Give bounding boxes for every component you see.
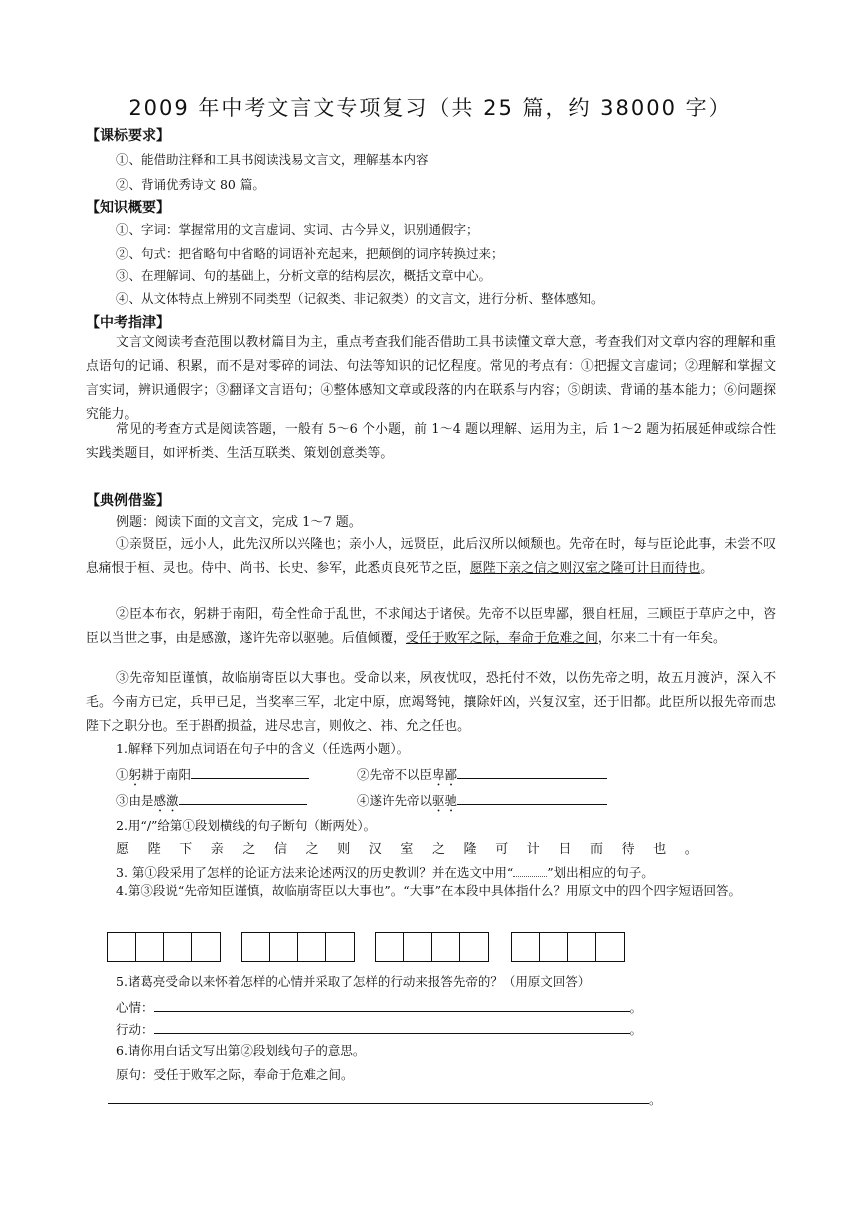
- overview-item-4: ④、从文体特点上辨别不同类型（记叙类、非记叙类）的文言文，进行分析、整体感知。: [116, 291, 604, 306]
- q1-item-3-prefix: ③由是: [116, 793, 154, 808]
- question-3-text: 3. 第①段采用了怎样的论证方法来论述两汉的历史教训？并在选文中用“: [116, 865, 514, 880]
- q1-item-1-prefix: ①: [116, 767, 129, 782]
- answer-box-group-2[interactable]: [241, 932, 355, 962]
- passage-paragraph-2-text: ②臣本布衣，躬耕于南阳，苟全性命于乱世，不求闻达于诸侯。先帝不以臣卑鄙，猥自枉屈，三顾臣于草庐之中，咨臣以当世之事，由是感激，遂许先帝以驱驰。后值倾覆，: [86, 607, 776, 646]
- q1-item-1-dotted: 躬: [128, 767, 142, 782]
- question-1-item-2: [357, 764, 607, 789]
- action-end: 。: [629, 1022, 643, 1037]
- answer-box[interactable]: [164, 933, 192, 961]
- translation-answer-line[interactable]: [108, 1089, 649, 1104]
- passage-paragraph-2-end: ，尔来二十有一年矣。: [597, 631, 726, 646]
- q1-item-1-suffix: 耕于南阳: [141, 767, 192, 782]
- passage-paragraph-1-text: ①亲贤臣，远小人，此先汉所以兴隆也；亲小人，远贤臣，此后汉所以倾颓也。先帝在时，每与臣论此事，未尝不叹息痛恨于桓、灵也。侍中、尚书、长史、参军，此悉贞良死节之臣，: [86, 537, 776, 576]
- answer-box[interactable]: [376, 933, 404, 961]
- action-answer-line[interactable]: [154, 1019, 630, 1034]
- answer-box[interactable]: [298, 933, 326, 961]
- question-4: 4.第③段说“先帝知臣谨慎，故临崩寄臣以大事也”。“大事”在本段中具体指什么？用原文中的四个四字短语回答。: [116, 883, 741, 898]
- question-1-item-3: [116, 790, 307, 815]
- question-3-text-end: ”划出相应的句子。: [547, 865, 654, 880]
- q1-item-2-dotted: 卑鄙: [432, 767, 458, 782]
- answer-box[interactable]: [432, 933, 460, 961]
- answer-blank[interactable]: [179, 790, 307, 805]
- question-5: 5.诸葛亮受命以来怀着怎样的心情并采取了怎样的行动来报答先帝的？（用原文回答）: [116, 974, 591, 989]
- wavy-line-sample: [513, 862, 547, 877]
- answer-box[interactable]: [136, 933, 164, 961]
- answer-blank[interactable]: [191, 764, 309, 779]
- question-1-item-4: [357, 790, 607, 815]
- passage-paragraph-3: ③先帝知臣谨慎，故临崩寄臣以大事也。受命以来，夙夜忧叹，恐托付不效，以伤先帝之明，故五月渡泸，深入不毛。今南方已定，兵甲已足，当奖率三军，北定中原，庶竭驽钝，攘除奸凶，兴复汉室，还于旧都。此臣所以报先帝而忠陛下之职分也。至于斟酌损益，进尽忠言，则攸之、祎、允之任也。: [86, 671, 776, 734]
- answer-box-group-1[interactable]: [107, 932, 221, 962]
- question-6: 6.请你用白话文写出第②段划线句子的意思。: [116, 1043, 366, 1058]
- question-5-action: [116, 1019, 642, 1039]
- mood-answer-line[interactable]: [154, 997, 630, 1012]
- q1-item-4-prefix: ④遂许先帝以: [357, 793, 433, 808]
- overview-item-1: ①、字词：掌握常用的文言虚词、实词、古今异义，识别通假字；: [116, 222, 479, 237]
- answer-box[interactable]: [326, 933, 354, 961]
- answer-box[interactable]: [192, 933, 220, 961]
- answer-box[interactable]: [512, 933, 540, 961]
- answer-box-group-3[interactable]: [375, 932, 489, 962]
- curriculum-item-1: ①、能借助注释和工具书阅读浅易文言文，理解基本内容: [116, 152, 429, 167]
- heading-example: 【典例借鉴】: [86, 493, 170, 509]
- heading-curriculum: 【课标要求】: [86, 128, 170, 144]
- guide-paragraph-1: 文言文阅读考查范围以教材篇目为主，重点考查我们能否借助工具书读懂文章大意，考查我们对文章内容的理解和重点语句的记诵、积累，而不是对零碎的词法、句法等知识的记忆程度。常见的考点有：①把握文言虚词；②理解和掌握文言实词，辨识通假字；③翻译文言语句；④整体感知文章或段落的内在联系与内容；⑤朗读、背诵的基本能力；⑥问题探究能力。: [86, 335, 776, 422]
- heading-overview: 【知识概要】: [86, 200, 170, 216]
- example-intro: 例题：阅读下面的文言文，完成 1～7 题。: [116, 515, 362, 530]
- question-1: 1.解释下列加点词语在句子中的含义（任选两小题）。: [116, 741, 410, 756]
- mood-label: 心情：: [116, 1000, 154, 1015]
- answer-box[interactable]: [404, 933, 432, 961]
- question-2: 2.用“/”给第①段划横线的句子断句（断两处）。: [116, 818, 377, 833]
- question-1-item-1: [116, 764, 309, 789]
- passage-paragraph-1-underlined: 愿陛下亲之信之则汉室之隆可计日而待也: [469, 561, 701, 576]
- answer-box[interactable]: [596, 933, 624, 961]
- question-6-answer: [108, 1089, 662, 1109]
- answer-blank[interactable]: [457, 790, 607, 805]
- mood-end: 。: [629, 1000, 643, 1015]
- page-title: 2009 年中考文言文专项复习（共 25 篇，约 38000 字）: [128, 96, 732, 120]
- answer-box[interactable]: [540, 933, 568, 961]
- answer-box[interactable]: [108, 933, 136, 961]
- question-2-sentence: 愿陛下亲之信之则汉室之隆可计日而待也。: [116, 842, 717, 857]
- q1-item-4-dotted: 驱驰: [432, 793, 458, 808]
- action-label: 行动：: [116, 1022, 154, 1037]
- passage-paragraph-2-underlined: 受任于败军之际，奉命于危难之间: [405, 631, 598, 646]
- overview-item-3: ③、在理解词、句的基础上，分析文章的结构层次，概括文章中心。: [116, 268, 492, 283]
- question-6-original: 原句：受任于败军之际，奉命于危难之间。: [116, 1067, 354, 1082]
- answer-box[interactable]: [568, 933, 596, 961]
- passage-paragraph-2: [86, 603, 776, 651]
- guide-paragraph-2: 常见的考查方式是阅读答题，一般有 5～6 个小题，前 1～4 题以理解、运用为主，后 1～2 题为拓展延伸或综合性实践类题目，如评析类、生活互联类、策划创意类等。: [86, 422, 776, 461]
- q1-item-2-prefix: ②先帝不以臣: [357, 767, 433, 782]
- curriculum-item-2: ②、背诵优秀诗文 80 篇。: [116, 177, 265, 192]
- passage-paragraph-1: [86, 533, 776, 581]
- q1-item-3-dotted: 感激: [153, 793, 179, 808]
- translation-end: 。: [649, 1092, 662, 1107]
- answer-box[interactable]: [460, 933, 488, 961]
- passage-paragraph-1-end: 。: [700, 561, 714, 576]
- heading-guide: 【中考指津】: [86, 315, 170, 331]
- answer-box[interactable]: [270, 933, 298, 961]
- answer-blank[interactable]: [457, 764, 607, 779]
- answer-box[interactable]: [242, 933, 270, 961]
- answer-box-group-4[interactable]: [511, 932, 625, 962]
- overview-item-2: ②、句式：把省略句中省略的词语补充起来，把颠倒的词序转换过来；: [116, 246, 504, 261]
- question-5-mood: [116, 997, 642, 1017]
